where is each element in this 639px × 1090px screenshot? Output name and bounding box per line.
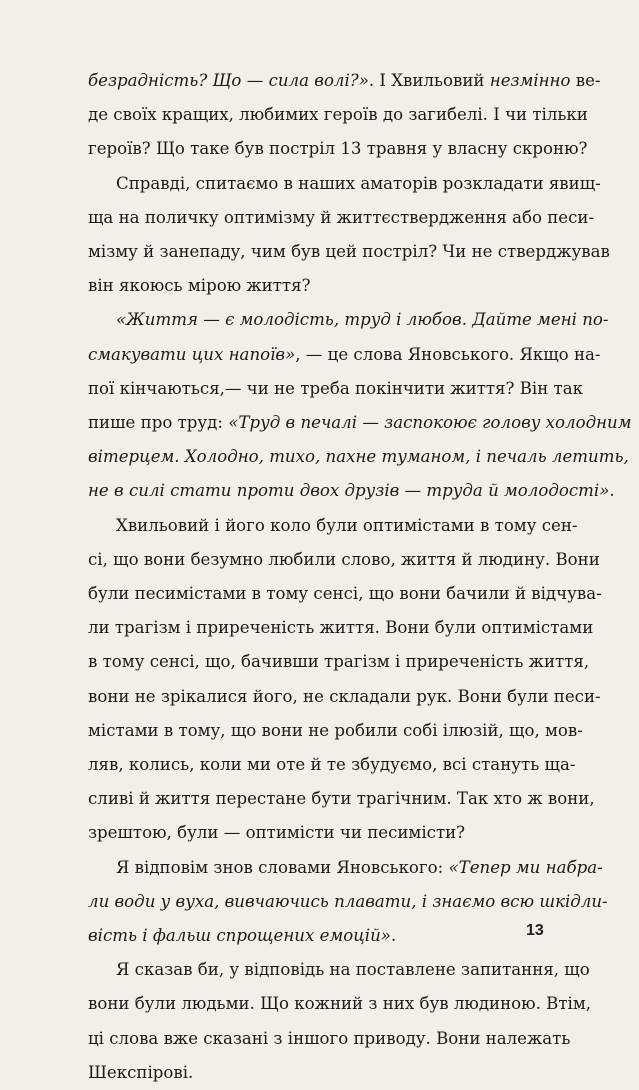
text-segment: сі, що вони безумно любили слово, життя й людину. Вони [88, 549, 600, 569]
text-line [88, 64, 601, 98]
text-segment: Хвильовий і його коло були оптимістами в тому сен- [116, 515, 578, 535]
text-segment: він якоюсь мірою життя? [88, 276, 311, 296]
text-line [88, 919, 552, 953]
text-line [88, 953, 590, 987]
text-line [88, 98, 588, 132]
text-segment: мізму й занепаду, чим був цей постріл? Чи не стверджував [88, 242, 610, 262]
text-line [88, 440, 629, 474]
text-line [88, 167, 601, 201]
text-line [88, 885, 608, 919]
italic-quote-segment: «Тепер ми набра- [448, 857, 603, 877]
text-line [88, 748, 576, 782]
text-segment: пише про труд: [88, 413, 229, 433]
text-line [88, 201, 595, 235]
text-line [88, 474, 615, 508]
text-segment: ляв, колись, коли ми оте й те збудуємо, всі стануть ща- [88, 755, 576, 775]
text-segment: . І Хвильовий [368, 71, 490, 90]
text-line [88, 987, 592, 1021]
text-line [88, 782, 595, 816]
text-line [88, 303, 609, 337]
text-segment: вони не зрікалися його, не складали рук. Вони були песи- [88, 686, 601, 706]
text-segment: зрештою, були — оптимісти чи песимісти? [88, 823, 466, 843]
text-segment: в тому сенсі, що, бачивши трагізм і приреченість життя, [88, 652, 590, 672]
body-text [88, 64, 632, 1090]
text-line [88, 132, 588, 166]
text-segment: . [609, 481, 615, 501]
italic-quote-segment: ли води у вуха, вивчаючись плавати, і знаємо всю шкідли- [88, 891, 608, 911]
text-segment: містами в тому, що вони не робили собі ілюзій, що, мов- [88, 720, 583, 740]
text-line [88, 509, 578, 543]
italic-quote-segment: вітерцем. Холодно, тихо, пахне туманом, і печаль летить, [88, 447, 629, 467]
text-segment: , — це слова Яновського. Якщо на- [295, 344, 601, 364]
text-line [88, 714, 583, 748]
italic-quote-segment: вість і фальш спрощених емоцій» [88, 926, 391, 946]
text-segment: героїв? Що таке був постріл 13 травня у власну скроню? [88, 139, 588, 159]
text-line [88, 1056, 552, 1090]
text-line [88, 816, 552, 850]
text-segment: ці слова вже сказані з іншого приводу. Вони належать [88, 1028, 571, 1048]
text-line [88, 235, 610, 269]
text-line [88, 406, 632, 440]
italic-quote-segment: незмінно [489, 71, 571, 90]
text-segment: Я сказав би, у відповідь на поставлене запитання, що [116, 960, 590, 980]
text-segment: де своїх кращих, любимих героїв до загибелі. І чи тільки [88, 105, 588, 125]
page-number: 13 [526, 922, 544, 939]
text-line [88, 851, 603, 885]
text-line [88, 543, 600, 577]
italic-quote-segment: безрадність? Що — сила волі?» [88, 71, 369, 90]
text-segment: Справді, спитаємо в наших аматорів розкладати явищ- [116, 173, 601, 193]
text-segment: Я відповім знов словами Яновського: [116, 857, 449, 877]
text-segment: вони були людьми. Що кожний з них був людиною. Втім, [88, 994, 592, 1014]
text-line [88, 338, 601, 372]
text-segment: були песимістами в тому сенсі, що вони бачили й відчува- [88, 584, 602, 604]
text-segment: . [390, 926, 397, 946]
text-segment: ве- [570, 71, 601, 90]
text-line [88, 372, 583, 406]
text-line [88, 1022, 571, 1056]
text-line [88, 269, 552, 303]
italic-quote-segment: «Життя — є молодість, труд і любов. Дайте мені по- [116, 310, 609, 330]
text-line [88, 645, 590, 679]
italic-quote-segment: «Труд в печалі — заспокоює голову холодним [228, 413, 632, 433]
text-line [88, 611, 594, 645]
italic-quote-segment: смакувати цих напоїв» [88, 344, 296, 364]
italic-quote-segment: не в силі стати проти двох друзів — труда й молодості» [88, 481, 610, 501]
text-segment: ли трагізм і приреченість життя. Вони були оптимістами [88, 618, 594, 638]
text-segment: ща на поличку оптимізму й життєствердження або песи- [88, 207, 595, 227]
text-line [88, 577, 602, 611]
text-line [88, 680, 601, 714]
text-segment: сливі й життя перестане бути трагічним. Так хто ж вони, [88, 789, 595, 809]
text-segment: Шекспірові. [88, 1062, 194, 1082]
text-segment: пої кінчаються,— чи не треба покінчити життя? Він так [88, 378, 583, 398]
